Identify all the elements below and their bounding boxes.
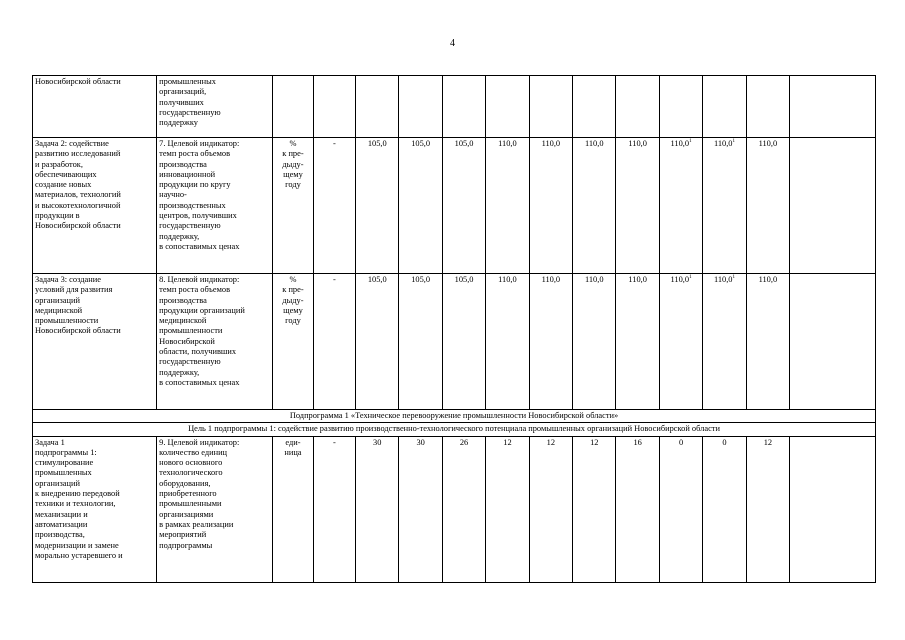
value-cell: 110,0 (573, 138, 616, 274)
footnote-mark: 1 (732, 139, 735, 144)
indicator-cell: 7. Целевой индикатор: темп роста объемов производства инновационной продукции по кругу научно- производственных центров, получивших государственную поддержку, в сопоставимых ценах (157, 138, 273, 274)
task-cell: Задача 1 подпрограммы 1: стимулирование промышленных организаций к внедрению передовой техники и технологии, механизации и автоматизации производства, модернизации и замене морально устаревшего и (33, 436, 157, 582)
value-cell: 110,0$^1$ (703, 138, 746, 274)
value-cell: 110,0 (486, 274, 529, 410)
base-value-cell: - (313, 138, 355, 274)
indicator-cell: 8. Целевой индикатор: темп роста объемов производства продукции организаций медицинской промышленности Новосибирской области, получивших государственную поддержку, в сопоставимых ценах (157, 274, 273, 410)
unit-cell: % к пре- дыду- щему году (273, 274, 313, 410)
value-cell: 30 (356, 436, 399, 582)
indicator-cell: промышленных организаций, получивших государственную поддержку (157, 76, 273, 138)
value-cell (659, 76, 702, 138)
value-cell: 105,0 (399, 274, 442, 410)
empty-cell (790, 436, 876, 582)
table-row (33, 410, 876, 423)
value-cell: 105,0 (442, 274, 485, 410)
value-cell: 110,0 (573, 274, 616, 410)
task-cell: Задача 2: содействие развитию исследований и разработок, обеспечивающих создание новых материалов, технологий и высокотехнологичной продукции в Новосибирской области (33, 138, 157, 274)
task-cell: Новосибирской области (33, 76, 157, 138)
empty-cell (790, 138, 876, 274)
table-row (33, 138, 876, 274)
goal-header: Цель 1 подпрограммы 1: содействие развитию производственно-технологического потенциала промышленных организаций Новосибирской области (33, 423, 876, 436)
value-cell: 0 (703, 436, 746, 582)
value-cell: 12 (573, 436, 616, 582)
value-cell (442, 76, 485, 138)
empty-cell (790, 76, 876, 138)
indicators-table (32, 75, 876, 583)
value-cell (616, 76, 659, 138)
value-cell: 110,0 (746, 274, 789, 410)
unit-cell: еди- ница (273, 436, 313, 582)
value-cell (486, 76, 529, 138)
footnote-mark: 1 (689, 275, 692, 280)
empty-cell (790, 274, 876, 410)
value-cell: 110,0$^1$ (659, 274, 702, 410)
footnote-mark: 1 (689, 139, 692, 144)
value-cell: 12 (486, 436, 529, 582)
value-cell: 105,0 (399, 138, 442, 274)
unit-cell (273, 76, 313, 138)
value-cell: 16 (616, 436, 659, 582)
page-number: 4 (450, 38, 455, 49)
value-cell: 12 (746, 436, 789, 582)
table-row (33, 76, 876, 138)
task-cell: Задача 3: создание условий для развития организаций медицинской промышленности Новосибирской области (33, 274, 157, 410)
value-cell: 30 (399, 436, 442, 582)
value-cell: 110,0 (529, 274, 572, 410)
value-cell: 105,0 (442, 138, 485, 274)
value-cell: 110,0$^1$ (659, 138, 702, 274)
table-row (33, 436, 876, 582)
footnote-mark: 1 (732, 275, 735, 280)
value-cell (703, 76, 746, 138)
value-cell: 110,0 (746, 138, 789, 274)
unit-cell: % к пре- дыду- щему году (273, 138, 313, 274)
value-cell: 110,0 (529, 138, 572, 274)
base-value-cell: - (313, 274, 355, 410)
value-cell: 26 (442, 436, 485, 582)
indicator-cell: 9. Целевой индикатор: количество единиц нового основного технологического оборудования, приобретенного промышленными организациями в рамках реализации мероприятий подпрограммы (157, 436, 273, 582)
value-cell (356, 76, 399, 138)
value-cell: 0 (659, 436, 702, 582)
value-cell (399, 76, 442, 138)
subprogram-header: Подпрограмма 1 «Техническое перевооружение промышленности Новосибирской области» (33, 410, 876, 423)
base-value-cell (313, 76, 355, 138)
value-cell (529, 76, 572, 138)
value-cell (746, 76, 789, 138)
value-cell: 12 (529, 436, 572, 582)
value-cell: 105,0 (356, 274, 399, 410)
base-value-cell: - (313, 436, 355, 582)
value-cell: 110,0$^1$ (703, 274, 746, 410)
table-row (33, 423, 876, 436)
value-cell: 110,0 (616, 274, 659, 410)
value-cell (573, 76, 616, 138)
table-row (33, 274, 876, 410)
value-cell: 110,0 (616, 138, 659, 274)
value-cell: 105,0 (356, 138, 399, 274)
value-cell: 110,0 (486, 138, 529, 274)
